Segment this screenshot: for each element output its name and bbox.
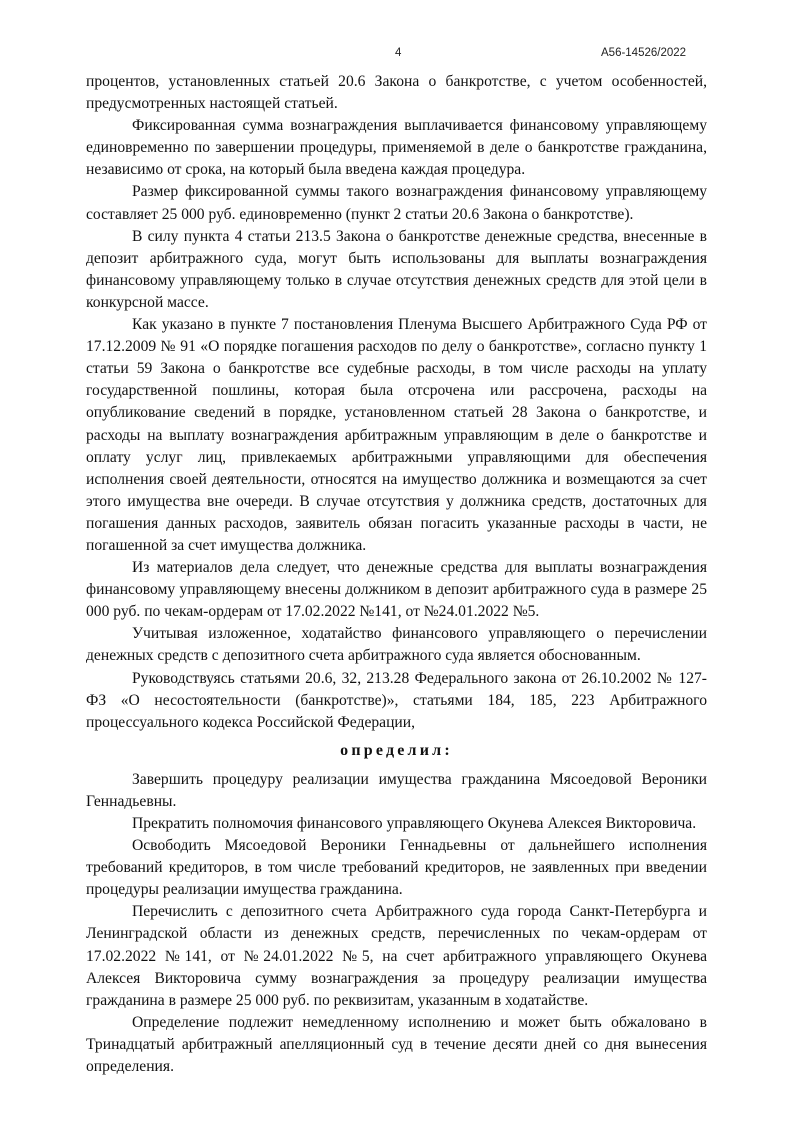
paragraph-motion-justified: Учитывая изложенное, ходатайство финансового управляющего о перечислении денежных средств с депозитного счета арбитражного суда является обоснованным. xyxy=(86,625,707,665)
ruling-terminate-powers: Прекратить полномочия финансового управляющего Окунева Алексея Викторовича. xyxy=(132,815,697,832)
paragraph-fee-amount: Размер фиксированной суммы такого вознаграждения финансовому управляющему составляет 25 000 руб. единовременно (пункт 2 статьи 20.6 Закона о банкротстве). xyxy=(86,183,707,223)
page-header xyxy=(0,47,800,63)
paragraph-continuation: процентов, установленных статьей 20.6 Закона о банкротстве, с учетом особенностей, предусмотренных настоящей статьей. xyxy=(86,73,707,113)
page-number: 4 xyxy=(395,47,402,59)
ruling-release-obligations: Освободить Мясоедовой Вероники Геннадьевны от дальнейшего исполнения требований кредиторов, в том числе требований кредиторов, не заявленных при введении процедуры реализации имущества гражданина. xyxy=(86,837,707,899)
decision-heading: определил: xyxy=(340,741,453,759)
paragraph-plenum-resolution: Как указано в пункте 7 постановления Пленума Высшего Арбитражного Суда РФ от 17.12.2009 № 91 «О порядке погашения расходов по делу о банкротстве», согласно пункту 1 статьи 59 Закона о банкротстве все судебные расходы, в том числе расходы на уплату государственной пошлины, которая была отсрочена или рассрочена, расходы на опубликование сведений в порядке, установленном статьей 28 Закона о банкротстве, и расходы на выплату вознаграждения арбитражным управляющим в деле о банкротстве и оплату услуг лиц, привлекаемых арбитражными управляющими для обеспечения исполнения своей деятельности, относятся на имущество должника и возмещаются за счет этого имущества вне очереди. В случае отсутствия у должника средств, достаточных для погашения данных расходов, заявитель обязан погасить указанные расходы в части, не погашенной за счет имущества должника. xyxy=(86,316,707,554)
paragraph-deposit-use: В силу пункта 4 статьи 213.5 Закона о банкротстве денежные средства, внесенные в депозит арбитражного суда, могут быть использованы для выплаты вознаграждения финансовому управляющему только в случае отсутствия денежных средств для этой цели в конкурсной массе. xyxy=(86,227,707,311)
ruling-transfer-funds: Перечислить с депозитного счета Арбитражного суда города Санкт-Петербурга и Ленинградской области из денежных средств, перечисленных по чекам-ордерам от 17.02.2022 №141, от №24.01.2022 №5, на счет арбитражного управляющего Окунева Алексея Викторовича сумму вознаграждения за процедуру реализации имущества гражданина в размере 25 000 руб. по реквизитам, указанным в ходатайстве. xyxy=(86,903,707,1009)
paragraph-legal-basis: Руководствуясь статьями 20.6, 32, 213.28 Федерального закона от 26.10.2002 № 127-ФЗ «О несостоятельности (банкротстве)», статьями 184, 185, 223 Арбитражного процессуального кодекса Российской Федерации, xyxy=(86,669,707,731)
case-number: А56-14526/2022 xyxy=(601,47,687,59)
paragraph-fixed-fee: Фиксированная сумма вознаграждения выплачивается финансовому управляющему единовременно по завершении процедуры, применяемой в деле о банкротстве гражданина, независимо от срока, на который была введена каждая процедура. xyxy=(86,117,707,179)
paragraph-case-materials: Из материалов дела следует, что денежные средства для выплаты вознаграждения финансовому управляющему внесены должником в депозит арбитражного суда в размере 25 000 руб. по чекам-ордерам от 17.02.2022 №141, от №24.01.2022 №5. xyxy=(86,559,707,621)
ruling-appeal-notice: Определение подлежит немедленному исполнению и может быть обжаловано в Тринадцатый арбитражный апелляционный суд в течение десяти дней со дня вынесения определения. xyxy=(86,1013,707,1076)
ruling-complete-procedure: Завершить процедуру реализации имущества гражданина Мясоедовой Вероники Геннадьевны. xyxy=(86,770,707,810)
document-body xyxy=(86,71,707,1078)
